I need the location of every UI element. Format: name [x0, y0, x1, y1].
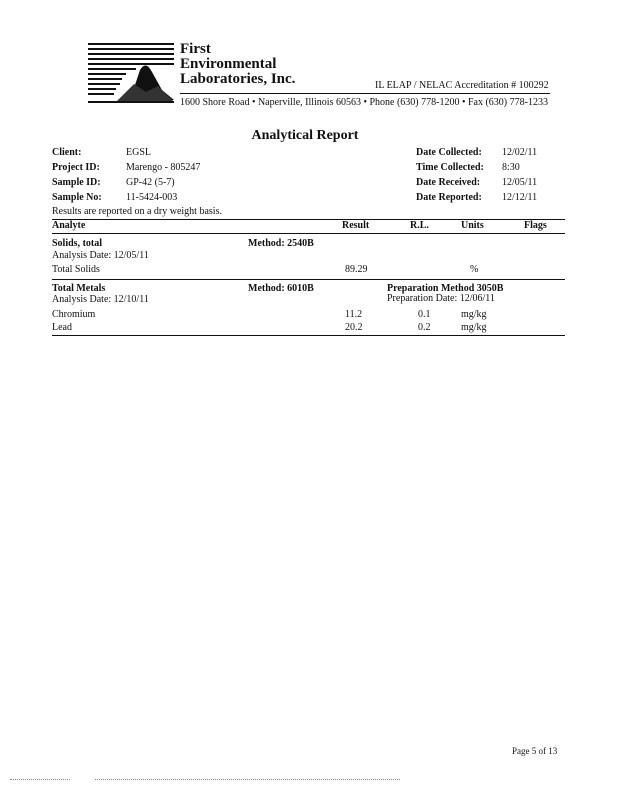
- date-reported-value: 12/12/11: [502, 192, 538, 203]
- basis-note: Results are reported on a dry weight basis.: [52, 206, 222, 217]
- lab-name-line-1: First: [180, 41, 211, 57]
- scan-artifact: [95, 779, 400, 780]
- header-bottom-rule: [52, 233, 565, 234]
- scan-artifact: [10, 779, 70, 780]
- table-row-units: %: [470, 264, 479, 275]
- table-top-rule: [52, 219, 565, 220]
- solids-method: Method: 2540B: [248, 238, 314, 249]
- date-reported-label: Date Reported:: [416, 192, 482, 203]
- accreditation-number: IL ELAP / NELAC Accreditation # 100292: [375, 80, 549, 91]
- page-number: Page 5 of 13: [512, 746, 558, 756]
- table-row-rl: 0.1: [418, 309, 431, 320]
- table-row-result: 89.29: [345, 264, 368, 275]
- lab-name-line-3: Laboratories, Inc.: [180, 71, 296, 87]
- table-bottom-rule: [52, 335, 565, 336]
- metals-heading: Total Metals: [52, 283, 106, 294]
- table-row-units: mg/kg: [461, 309, 487, 320]
- date-received-value: 12/05/11: [502, 177, 538, 188]
- metals-method: Method: 6010B: [248, 283, 314, 294]
- table-row-units: mg/kg: [461, 322, 487, 333]
- project-id-value: Marengo - 805247: [126, 162, 201, 173]
- col-units: Units: [461, 220, 484, 231]
- sample-id-value: GP-42 (5-7): [126, 177, 175, 188]
- table-row-analyte: Chromium: [52, 309, 96, 320]
- date-collected-label: Date Collected:: [416, 147, 482, 158]
- sample-no-value: 11-5424-003: [126, 192, 178, 203]
- col-analyte: Analyte: [52, 220, 86, 231]
- header-rule: [180, 93, 550, 94]
- client-value: EGSL: [126, 147, 151, 158]
- table-row-analyte: Total Solids: [52, 264, 100, 275]
- lab-name-line-2: Environmental: [180, 56, 277, 72]
- report-title: Analytical Report: [251, 128, 359, 143]
- client-label: Client:: [52, 147, 82, 158]
- metals-prep-date: Preparation Date: 12/06/11: [387, 293, 495, 304]
- metals-prep-method: Preparation Method 3050B: [387, 283, 504, 294]
- date-collected-value: 12/02/11: [502, 147, 538, 158]
- col-result: Result: [342, 220, 370, 231]
- table-row-analyte: Lead: [52, 322, 72, 333]
- project-id-label: Project ID:: [52, 162, 100, 173]
- lab-name: [180, 42, 295, 87]
- metals-analysis-date: Analysis Date: 12/10/11: [52, 294, 149, 305]
- time-collected-label: Time Collected:: [416, 162, 484, 173]
- solids-analysis-date: Analysis Date: 12/05/11: [52, 250, 149, 261]
- lab-logo: [86, 40, 176, 108]
- lab-address: 1600 Shore Road • Naperville, Illinois 60563 • Phone (630) 778-1200 • Fax (630) 778-1233: [180, 97, 548, 108]
- col-rl: R.L.: [410, 220, 429, 231]
- time-collected-value: 8:30: [502, 162, 520, 173]
- col-flags: Flags: [524, 220, 547, 231]
- table-row-rl: 0.2: [418, 322, 431, 333]
- sample-no-label: Sample No:: [52, 192, 102, 203]
- sample-id-label: Sample ID:: [52, 177, 101, 188]
- table-row-result: 11.2: [345, 309, 363, 320]
- table-row-result: 20.2: [345, 322, 363, 333]
- solids-heading: Solids, total: [52, 238, 103, 249]
- section-divider: [52, 279, 565, 280]
- date-received-label: Date Received:: [416, 177, 481, 188]
